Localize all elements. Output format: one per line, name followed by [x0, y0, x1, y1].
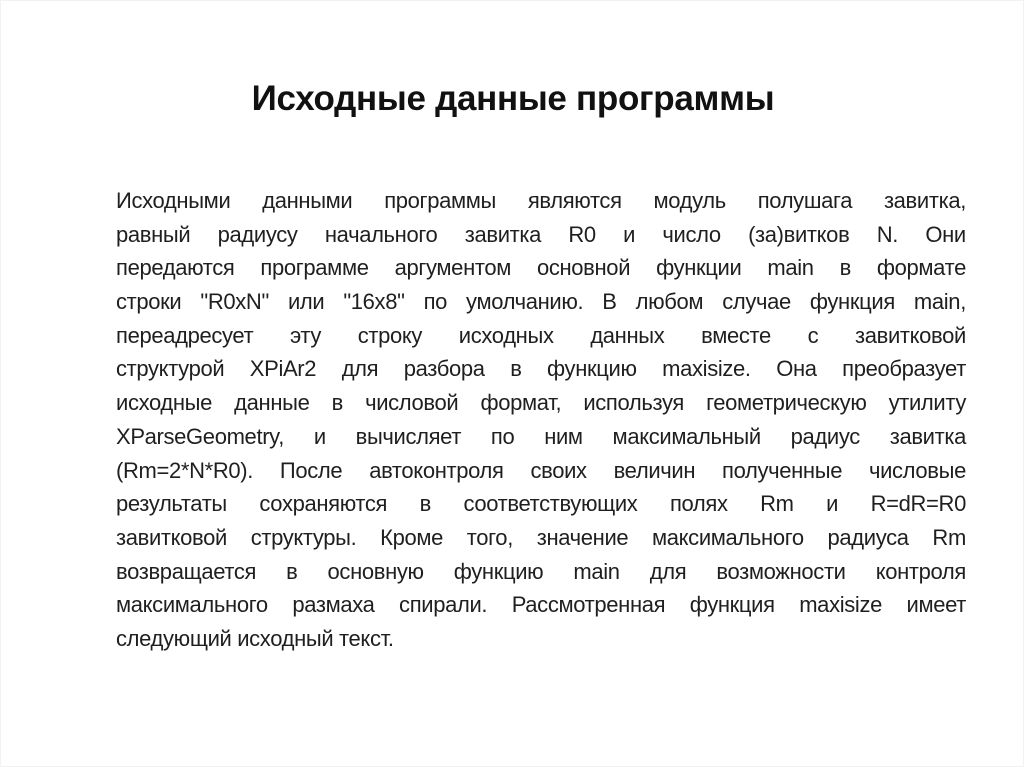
word: модуль: [653, 188, 726, 213]
word: основной: [536, 255, 631, 281]
word: функция: [809, 289, 895, 315]
word: функция: [689, 592, 775, 618]
word: структурой: [116, 356, 225, 382]
word: спирали.: [399, 592, 488, 618]
word: основную: [327, 558, 424, 584]
word: эту: [290, 322, 322, 348]
paragraph-line: [116, 184, 966, 218]
paragraph-line: [116, 352, 966, 386]
slide-title: Исходные данные программы: [251, 79, 775, 118]
word: функцию: [547, 356, 637, 382]
word: и: [313, 423, 326, 449]
word: и: [826, 491, 839, 517]
word: XPiAr2: [249, 356, 317, 382]
word: завитковой: [116, 524, 227, 550]
word: своих: [530, 457, 587, 483]
word: соответствующих: [463, 491, 638, 517]
word: радиус: [790, 423, 860, 449]
word: для: [341, 356, 379, 382]
word: радиусу: [217, 221, 298, 247]
paragraph-line: [116, 521, 966, 555]
word: радиуса: [827, 524, 909, 550]
word: в: [331, 390, 343, 416]
word: R=dR=R0: [870, 491, 966, 517]
word: результаты: [116, 491, 227, 517]
paragraph-line: [116, 588, 966, 622]
word: вычисляет: [355, 423, 462, 449]
word: main,: [913, 289, 966, 315]
word: используя: [583, 390, 684, 416]
word: main: [573, 558, 620, 584]
word: Rm: [760, 491, 794, 517]
word: преобразует: [842, 356, 966, 382]
word: сохраняются: [259, 491, 388, 517]
word: функцию: [453, 558, 544, 584]
word: вместе: [701, 322, 771, 348]
word: разбора: [403, 356, 485, 382]
word: XParseGeometry,: [116, 423, 284, 449]
word: maxisize: [799, 592, 882, 618]
word: автоконтроля: [369, 457, 504, 483]
word: завитковой: [854, 322, 966, 348]
paragraph-line: [116, 454, 966, 488]
word: в: [286, 558, 298, 584]
word: Кроме: [380, 524, 444, 550]
word: в: [419, 491, 431, 517]
word: main: [767, 255, 814, 281]
word: в: [510, 356, 522, 382]
word: данных: [590, 322, 665, 348]
word: После: [279, 457, 343, 483]
paragraph-line: [116, 555, 966, 589]
word: являются: [527, 188, 622, 213]
word: аргументом: [394, 255, 512, 281]
word: данными: [262, 188, 353, 213]
word: случае: [722, 289, 791, 315]
word: строки: [116, 289, 182, 315]
word: Исходными: [116, 188, 231, 213]
word: R0: [568, 221, 596, 247]
word: значение: [536, 524, 629, 550]
word: равный: [116, 221, 191, 247]
word: ним: [544, 423, 583, 449]
word: В: [602, 289, 617, 315]
word: максимальный: [612, 423, 761, 449]
word: любом: [635, 289, 704, 315]
word: и: [623, 221, 636, 247]
word: размаха: [292, 592, 375, 618]
word: полях: [669, 491, 728, 517]
word: завитка,: [883, 188, 966, 213]
word: структуры.: [250, 524, 357, 550]
paragraph-line: [116, 218, 966, 252]
word: по: [490, 423, 515, 449]
word: Они: [925, 221, 966, 247]
word: число: [662, 221, 721, 247]
paragraph-line: [116, 319, 966, 353]
word: "R0xN": [200, 289, 269, 315]
word: N.: [876, 221, 899, 247]
word: полушага: [757, 188, 853, 213]
word: завитка: [889, 423, 966, 449]
word: исходные: [116, 390, 213, 416]
word: начального: [324, 221, 438, 247]
word: возвращается: [116, 558, 257, 584]
paragraph-line: [116, 487, 966, 521]
word: данные: [234, 390, 310, 416]
word: того,: [466, 524, 513, 550]
paragraph-line: следующий исходный текст.: [116, 625, 394, 651]
word: Рассмотренная: [511, 592, 666, 618]
word: (за)витков: [748, 221, 850, 247]
paragraph-line: [116, 251, 966, 285]
paragraph-line: [116, 386, 966, 420]
word: (Rm=2*N*R0).: [116, 457, 253, 483]
word: для: [649, 558, 687, 584]
word: полученные: [722, 457, 843, 483]
word: формате: [876, 255, 966, 281]
word: или: [287, 289, 325, 315]
word: имеет: [906, 592, 966, 618]
word: исходных: [458, 322, 554, 348]
slide-body-paragraph: [116, 184, 966, 656]
word: в: [839, 255, 851, 281]
word: геометрическую: [706, 390, 867, 416]
word: функции: [656, 255, 742, 281]
word: максимального: [116, 592, 268, 618]
word: программе: [260, 255, 369, 281]
word: умолчанию.: [466, 289, 584, 315]
word: переадресует: [116, 322, 254, 348]
word: утилиту: [888, 390, 966, 416]
word: величин: [613, 457, 696, 483]
word: Rm: [932, 524, 966, 550]
word: maxisize.: [662, 356, 751, 382]
word: максимального: [652, 524, 804, 550]
word: строку: [357, 322, 423, 348]
word: по: [423, 289, 448, 315]
paragraph-line: [116, 285, 966, 319]
word: числовой: [365, 390, 459, 416]
word: возможности: [716, 558, 846, 584]
word: завитка: [464, 221, 542, 247]
paragraph-line: [116, 420, 966, 454]
word: программы: [384, 188, 496, 213]
word: числовые: [868, 457, 966, 483]
word: формат,: [480, 390, 562, 416]
word: контроля: [875, 558, 966, 584]
word: Она: [776, 356, 817, 382]
word: передаются: [116, 255, 235, 281]
word: с: [807, 322, 819, 348]
word: "16x8": [343, 289, 405, 315]
